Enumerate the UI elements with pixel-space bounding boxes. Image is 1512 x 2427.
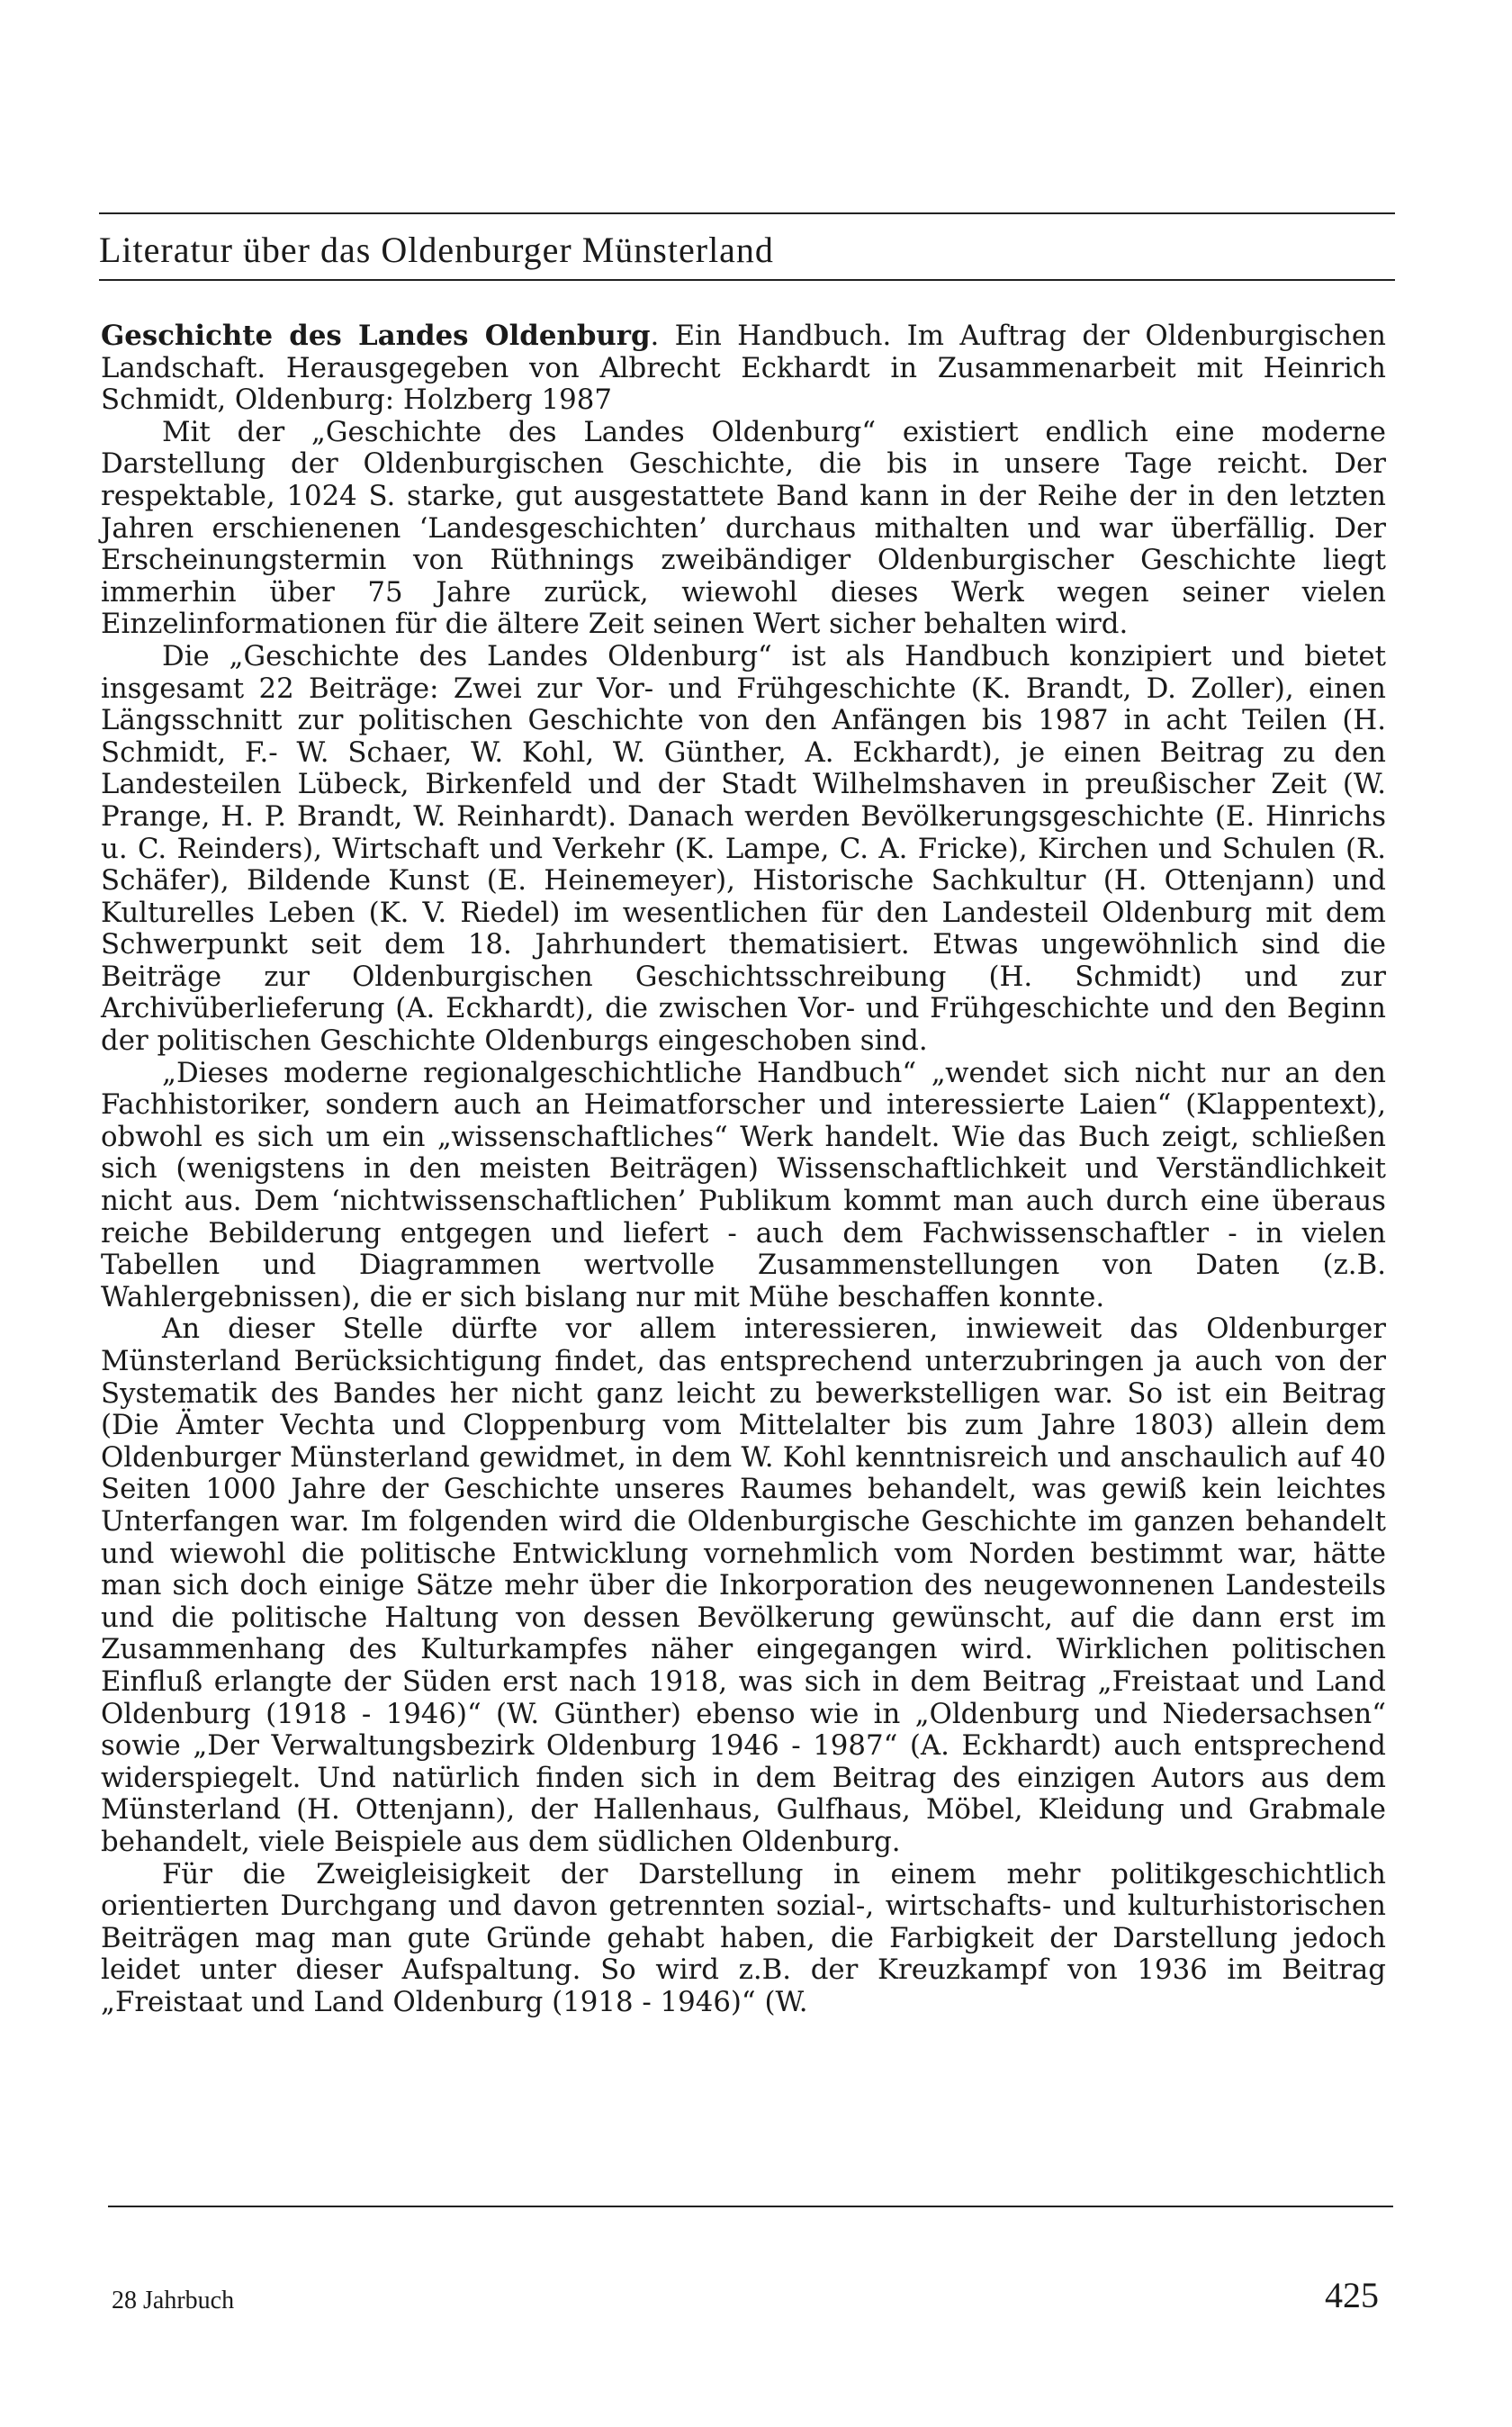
title-underline-rule: [99, 279, 1395, 281]
article-body: [101, 320, 1386, 2018]
top-rule: [99, 212, 1395, 214]
bottom-rule: [108, 2206, 1393, 2207]
bibliographic-entry: [101, 320, 1386, 417]
bibliographic-details: . Ein Handbuch. Im Auftrag der Oldenburgischen Landschaft. Herausgegeben von Albrecht Eckhardt in Zusammenarbeit mit Heinrich Schmidt, Oldenburg: Holzberg 1987: [101, 320, 1386, 417]
paragraph-1: Mit der „Geschichte des Landes Oldenburg“ existiert endlich eine moderne Darstellung der Oldenburgischen Geschichte, die bis in unsere Tage reicht. Der respektable, 1024 S. starke, gut ausgestattete Band kann in der Reihe der in den letzten Jahren erschienenen ‘Landesgeschichten’ durchaus mithalten und war überfällig. Der Erscheinungstermin von Rüthnings zweibändiger Oldenburgischer Geschichte liegt immerhin über 75 Jahre zurück, wiewohl dieses Werk wegen seiner vielen Einzelinformationen für die ältere Zeit seinen Wert sicher behalten wird.: [101, 415, 1386, 641]
book-title: Geschichte des Landes Oldenburg: [101, 320, 651, 352]
footer-journal-label: 28 Jahrbuch: [112, 2287, 235, 2314]
page-number: 425: [1325, 2275, 1379, 2315]
paragraph-2: Die „Geschichte des Landes Oldenburg“ ist als Handbuch konzipiert und bietet insgesamt 22 Beiträge: Zwei zur Vor- und Frühgeschichte (K. Brandt, D. Zoller), einen Längsschnitt zur politischen Geschichte von den Anfängen bis 1987 in acht Teilen (H. Schmidt, F.- W. Schaer, W. Kohl, W. Günther, A. Eckhardt), je einen Beitrag zu den Landesteilen Lübeck, Birkenfeld und der Stadt Wilhelmshaven in preußischer Zeit (W. Prange, H. P. Brandt, W. Reinhardt). Danach werden Bevölkerungsgeschichte (E. Hinrichs u. C. Reinders), Wirtschaft und Verkehr (K. Lampe, C. A. Fricke), Kirchen und Schulen (R. Schäfer), Bildende Kunst (E. Heinemeyer), Historische Sachkultur (H. Ottenjann) und Kulturelles Leben (K. V. Riedel) im wesentlichen für den Landesteil Oldenburg mit dem Schwerpunkt seit dem 18. Jahrhundert thematisiert. Etwas ungewöhnlich sind die Beiträge zur Oldenburgischen Geschichtsschreibung (H. Schmidt) und zur Archivüberlieferung (A. Eckhardt), die zwischen Vor- und Frühgeschichte und den Beginn der politischen Geschichte Oldenburgs eingeschoben sind.: [101, 639, 1386, 1058]
paragraph-4: An dieser Stelle dürfte vor allem interessieren, inwieweit das Oldenburger Münsterland Berücksichtigung findet, das entsprechend unterzubringen ja auch von der Systematik des Bandes her nicht ganz leicht zu bewerkstelligen war. So ist ein Beitrag (Die Ämter Vechta und Cloppenburg vom Mittelalter bis zum Jahre 1803) allein dem Oldenburger Münsterland gewidmet, in dem W. Kohl kenntnisreich und anschaulich auf 40 Seiten 1000 Jahre der Geschichte unseres Raumes behandelt, was gewiß kein leichtes Unterfangen war. Im folgenden wird die Oldenburgische Geschichte im ganzen behandelt und wiewohl die politische Entwicklung vornehmlich vom Norden bestimmt war, hätte man sich doch einige Sätze mehr über die Inkorporation des neugewonnenen Landesteils und die politische Haltung von dessen Bevölkerung gewünscht, auf die dann erst im Zusammenhang des Kulturkampfes näher eingegangen wird. Wirklichen politischen Einfluß erlangte der Süden erst nach 1918, was sich in dem Beitrag „Freistaat und Land Oldenburg (1918 - 1946)“ (W. Günther) ebenso wie in „Oldenburg und Niedersachsen“ sowie „Der Verwaltungsbezirk Oldenburg 1946 - 1987“ (A. Eckhardt) auch entsprechend widerspiegelt. Und natürlich finden sich in dem Beitrag des einzigen Autors aus dem Münsterland (H. Ottenjann), der Hallenhaus, Gulfhaus, Möbel, Kleidung und Grabmale behandelt, viele Beispiele aus dem südlichen Oldenburg.: [101, 1313, 1386, 1858]
paragraph-5: Für die Zweigleisigkeit der Darstellung in einem mehr politikgeschichtlich orientierten Durchgang und davon getrennten sozial-, wirtschafts- und kulturhistorischen Beiträgen mag man gute Gründe gehabt haben, die Farbigkeit der Darstellung jedoch leidet unter dieser Aufspaltung. So wird z.B. der Kreuzkampf von 1936 im Beitrag „Freistaat und Land Oldenburg (1918 - 1946)“ (W.: [101, 1857, 1386, 2018]
paragraph-3: „Dieses moderne regionalgeschichtliche Handbuch“ „wendet sich nicht nur an den Fachhistoriker, sondern auch an Heimatforscher und interessierte Laien“ (Klappentext), obwohl es sich um ein „wissenschaftliches“ Werk handelt. Wie das Buch zeigt, schließen sich (wenigstens in den meisten Beiträgen) Wissenschaftlichkeit und Verständlichkeit nicht aus. Dem ‘nichtwissenschaftlichen’ Publikum kommt man auch durch eine überaus reiche Bebilderung entgegen und liefert - auch dem Fachwissenschaftler - in vielen Tabellen und Diagrammen wertvolle Zusammenstellungen von Daten (z.B. Wahlergebnissen), die er sich bislang nur mit Mühe beschaffen konnte.: [101, 1056, 1386, 1313]
section-title: Literatur über das Oldenburger Münsterland: [99, 230, 774, 270]
